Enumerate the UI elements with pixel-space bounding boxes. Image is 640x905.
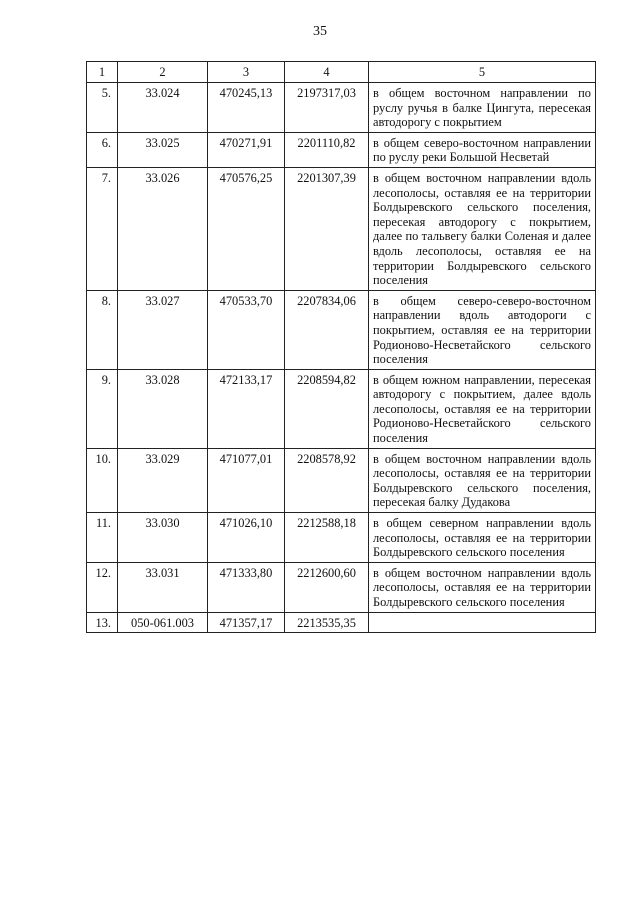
boundary-description-cell: в общем восточном направлении вдоль лесополосы, оставляя ее на территории Болдыревского сельского поселения, пересекая балку Дудакова: [369, 448, 596, 512]
point-code-cell: 33.030: [118, 513, 208, 563]
table-row: [87, 369, 596, 448]
y-coordinate-cell: 2201307,39: [285, 167, 369, 290]
table-row: [87, 83, 596, 133]
x-coordinate-cell: 470576,25: [208, 167, 285, 290]
x-coordinate-cell: 471077,01: [208, 448, 285, 512]
column-header: 5: [369, 62, 596, 83]
table-row: [87, 612, 596, 633]
point-code-cell: 33.031: [118, 562, 208, 612]
y-coordinate-cell: 2213535,35: [285, 612, 369, 633]
boundary-description-cell: в общем северо-северо-восточном направлении вдоль автодороги с покрытием, оставляя ее на территории Родионово-Несветайского сельского поселения: [369, 290, 596, 369]
y-coordinate-cell: 2207834,06: [285, 290, 369, 369]
page-number: 35: [313, 24, 327, 39]
row-number-cell: 10.: [87, 448, 118, 512]
column-header: 3: [208, 62, 285, 83]
point-code-cell: 33.029: [118, 448, 208, 512]
column-header: 1: [87, 62, 118, 83]
boundary-description-cell: в общем северном направлении вдоль лесополосы, оставляя ее на территории Болдыревского сельского поселения: [369, 513, 596, 563]
table-row: [87, 132, 596, 167]
boundary-description-cell: в общем южном направлении, пересекая автодорогу с покрытием, далее вдоль лесополосы, оставляя ее на территории Родионово-Несветайского сельского поселения: [369, 369, 596, 448]
row-number-cell: 5.: [87, 83, 118, 133]
boundary-description-cell: в общем северо-восточном направлении по руслу реки Большой Несветай: [369, 132, 596, 167]
column-header: 4: [285, 62, 369, 83]
x-coordinate-cell: 470533,70: [208, 290, 285, 369]
y-coordinate-cell: 2212600,60: [285, 562, 369, 612]
x-coordinate-cell: 470245,13: [208, 83, 285, 133]
point-code-cell: 33.028: [118, 369, 208, 448]
table-row: [87, 290, 596, 369]
column-header: 2: [118, 62, 208, 83]
boundary-description-cell: в общем восточном направлении по руслу ручья в балке Цингута, пересекая автодорогу с покрытием: [369, 83, 596, 133]
row-number-cell: 8.: [87, 290, 118, 369]
table-header-row: [87, 62, 596, 83]
point-code-cell: 050-061.003: [118, 612, 208, 633]
table-row: [87, 167, 596, 290]
x-coordinate-cell: 471026,10: [208, 513, 285, 563]
x-coordinate-cell: 472133,17: [208, 369, 285, 448]
table-row: [87, 562, 596, 612]
row-number-cell: 6.: [87, 132, 118, 167]
point-code-cell: 33.027: [118, 290, 208, 369]
row-number-cell: 11.: [87, 513, 118, 563]
point-code-cell: 33.024: [118, 83, 208, 133]
boundary-description-cell: в общем восточном направлении вдоль лесополосы, оставляя ее на территории Болдыревского сельского поселения: [369, 562, 596, 612]
row-number-cell: 9.: [87, 369, 118, 448]
x-coordinate-cell: 470271,91: [208, 132, 285, 167]
y-coordinate-cell: 2201110,82: [285, 132, 369, 167]
point-code-cell: 33.025: [118, 132, 208, 167]
point-code-cell: 33.026: [118, 167, 208, 290]
row-number-cell: 12.: [87, 562, 118, 612]
table-row: [87, 448, 596, 512]
y-coordinate-cell: 2212588,18: [285, 513, 369, 563]
table-row: [87, 513, 596, 563]
row-number-cell: 7.: [87, 167, 118, 290]
row-number-cell: 13.: [87, 612, 118, 633]
boundary-description-cell: в общем восточном направлении вдоль лесополосы, оставляя ее на территории Болдыревского сельского поселения, пересекая автодорогу с покрытием, далее по тальвегу балки Соленая и далее вдоль лесополосы, оставляя ее на территории Болдыревского сельского поселения: [369, 167, 596, 290]
y-coordinate-cell: 2197317,03: [285, 83, 369, 133]
x-coordinate-cell: 471333,80: [208, 562, 285, 612]
y-coordinate-cell: 2208578,92: [285, 448, 369, 512]
y-coordinate-cell: 2208594,82: [285, 369, 369, 448]
boundary-points-table: [86, 61, 596, 633]
x-coordinate-cell: 471357,17: [208, 612, 285, 633]
boundary-description-cell: [369, 612, 596, 633]
